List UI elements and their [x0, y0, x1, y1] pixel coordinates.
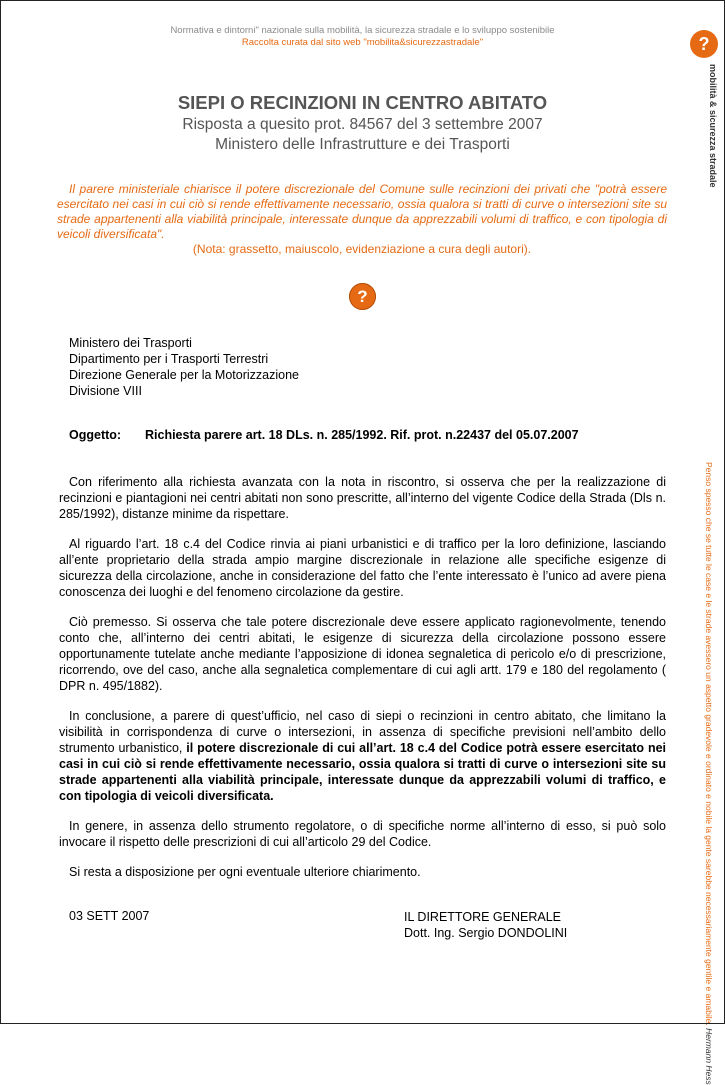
- paragraph-5: In genere, in assenza dello strumento regolatore, o di specifiche norme all’interno di esso, si può solo invocare il rispetto delle prescrizioni di cui all’articolo 29 del Codice.: [59, 819, 666, 849]
- paragraph-3: Ciò premesso. Si osserva che tale potere discrezionale deve essere applicato ragionevolmente, tenendo conto che, all’interno dei centri abitati, le esigenze di sicurezza della circolazione possono essere opportunamente tutelate anche mediante l’apposizione di idonea segnaletica di pericolo e/o di prescrizione, ricorrendo, ove del caso, anche alla segnaletica complementare di cui agli artt. 179 e 180 del regolamento ( DPR n. 495/1882).: [59, 615, 666, 693]
- abstract-note: (Nota: grassetto, maiuscolo, evidenziazione a cura degli autori).: [192, 242, 532, 256]
- subtitle-reference: Risposta a quesito prot. 84567 del 3 settembre 2007: [182, 116, 543, 133]
- subject-line: [69, 428, 579, 442]
- signature-block: [404, 909, 567, 941]
- side-quote-author: Hermann Hess: [704, 1028, 714, 1085]
- question-mark-logo-icon: ?: [690, 30, 718, 58]
- question-mark-icon: ?: [349, 283, 376, 310]
- side-quote: [698, 462, 714, 1085]
- letter-date: 03 SETT 2007: [69, 909, 150, 923]
- signature-name: Dott. Ing. Sergio DONDOLINI: [404, 926, 568, 940]
- paragraph-4-bold: il potere discrezionale di cui all’art. 18 c.4 del Codice potrà essere esercitato nei casi in cui ciò si rende effettivamente necessario, ossia qualora si tratti di curve o intersezioni site su strade appartenenti alla viabilità principale, interessate dunque da apprezzabili volumi di traffico, e con tipologia di veicoli diversificata.: [59, 741, 666, 803]
- addressee-line: Dipartimento per i Trasporti Terrestri: [69, 352, 269, 366]
- abstract-text: Il parere ministeriale chiarisce il potere discrezionale del Comune sulle recinzioni dei privati che "potrà essere esercitato nei casi in cui ciò si rende effettivamente necessario, ossia qualora si tratti di curve o intersezioni site su strade appartenenti alla viabilità principale, interessate dunque da apprezzabili volumi di traffico, e con tipologia di veicoli diversificata".: [57, 182, 667, 241]
- header-line-2: Raccolta curata dal sito web "mobilita&sicurezzastradale": [241, 37, 484, 48]
- letter-body: [59, 474, 666, 894]
- addressee-block: [69, 335, 299, 399]
- paragraph-4: [59, 708, 666, 804]
- paragraph-2: Al riguardo l’art. 18 c.4 del Codice rinvia ai piani urbanistici e di traffico per la loro definizione, lasciando all’ente proprietario della strada ampio margine discrezionale in relazione alle specifiche esigenze di sicurezza della circolazione, anche in considerazione del fatto che l’ente interessato è l’unico ad avere piena conoscenza dei luoghi e del fenomeno circolazione da gestire.: [59, 537, 666, 599]
- paragraph-6: Si resta a disposizione per ogni eventuale ulteriore chiarimento.: [69, 865, 421, 879]
- subtitle-ministry: Ministero delle Infrastrutture e dei Trasporti: [215, 136, 510, 153]
- abstract: [57, 182, 667, 257]
- addressee-line: Ministero dei Trasporti: [69, 336, 192, 350]
- subject-text: Richiesta parere art. 18 DLs. n. 285/1992. Rif. prot. n.22437 del 05.07.2007: [145, 428, 579, 442]
- header-line-1: Normativa e dintorni" nazionale sulla mobilità, la sicurezza stradale e lo sviluppo sostenibile: [170, 25, 555, 36]
- subject-label: Oggetto:: [69, 428, 122, 442]
- paragraph-4-plain: In conclusione, a parere di quest’ufficio, nel caso di siepi o recinzioni in centro abitato, che limitano la visibilità in corrispondenza di curve o intersezioni, in assenza di specifiche previsioni nell’ambito dello strumento urbanistico,: [59, 709, 666, 755]
- addressee-line: Direzione Generale per la Motorizzazione: [69, 368, 299, 382]
- paragraph-1: Con riferimento alla richiesta avanzata con la nota in riscontro, si osserva che per la realizzazione di recinzioni e piantagioni nei centri abitati non sono prescritte, all’interno del vigente Codice della Strada (Dls n. 285/1992), distanze minime da rispettare.: [59, 475, 666, 521]
- page-title: SIEPI O RECINZIONI IN CENTRO ABITATO: [177, 92, 548, 113]
- signature-role: IL DIRETTORE GENERALE: [404, 910, 561, 924]
- logo-text: mobilità & sicurezza stradale: [708, 64, 718, 188]
- side-quote-text: Penso spesso che se tutte le case e le strade avessero un aspetto gradevole e ordinato e nobile la gente sarebbe necessariamente gentile e amabile.: [704, 462, 714, 1026]
- addressee-line: Divisione VIII: [69, 384, 142, 398]
